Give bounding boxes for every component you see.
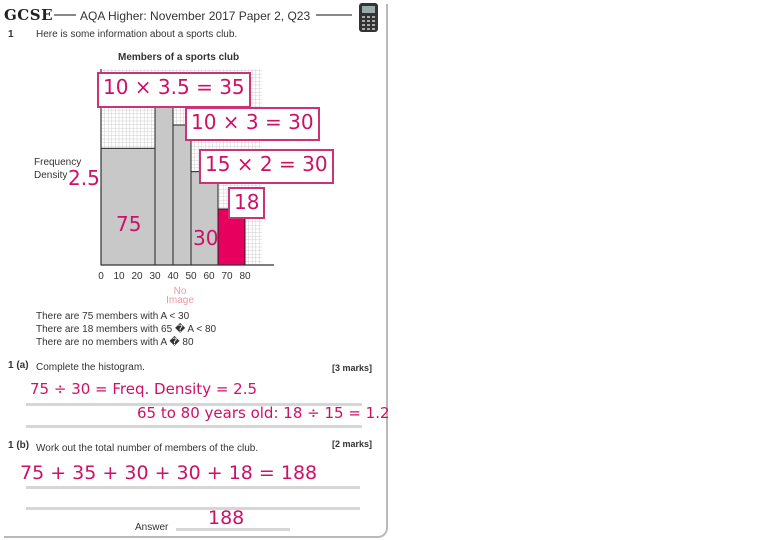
- histogram-bar-3: [191, 172, 218, 265]
- part-b-label: 1 (b): [8, 440, 30, 451]
- part-a-label: 1 (a): [8, 360, 29, 371]
- chart-ticks: [98, 271, 251, 282]
- question-number: 1: [8, 29, 14, 40]
- histogram-bar-2: [173, 125, 191, 265]
- no-image-text-line2: Image: [166, 295, 194, 306]
- info-line-2: There are 18 members with 65 � A < 80: [36, 324, 217, 335]
- y-axis-label-line1: Frequency: [34, 157, 82, 168]
- annotation-box-15x2: 15 × 2 = 30: [199, 149, 334, 184]
- x-tick-label: 20: [131, 271, 143, 282]
- annotation-box-10x3: 10 × 3 = 30: [185, 107, 320, 141]
- question-intro: Here is some information about a sports club.: [36, 29, 238, 40]
- part-b-instruction: Work out the total number of members of the club.: [36, 443, 259, 454]
- no-image-placeholder: [150, 287, 210, 305]
- answer-label: Answer: [135, 522, 169, 533]
- annotation-box-10x3.5: 10 × 3.5 = 35: [97, 72, 251, 108]
- part-a-working-1: 75 ÷ 30 = Freq. Density = 2.5: [30, 380, 258, 398]
- chart-title: Members of a sports club: [118, 52, 240, 63]
- info-line-1: There are 75 members with A < 30: [36, 311, 190, 322]
- bar-label-30: 30: [193, 226, 219, 250]
- part-a-instruction: Complete the histogram.: [36, 362, 145, 373]
- x-tick-label: 60: [203, 271, 215, 282]
- bar-label-75: 75: [116, 212, 142, 236]
- freq-density-annotation: 2.5: [68, 166, 100, 190]
- answer-line: [26, 486, 360, 489]
- part-a-marks: [3 marks]: [332, 363, 373, 373]
- part-b-marks: [2 marks]: [332, 439, 373, 449]
- x-tick-label: 80: [239, 271, 251, 282]
- no-image-text-line1: No: [173, 286, 187, 297]
- x-tick-label: 10: [113, 271, 125, 282]
- y-axis-label-line2: Density: [34, 170, 68, 181]
- final-answer: 188: [208, 507, 245, 529]
- gcse-logo: GCSE: [4, 6, 54, 24]
- x-tick-label: 40: [167, 271, 179, 282]
- x-tick-label: 30: [149, 271, 161, 282]
- annotation-box-18: 18: [228, 187, 265, 219]
- part-a-working-2: 65 to 80 years old: 18 ÷ 15 = 1.2: [137, 404, 390, 422]
- page-title: AQA Higher: November 2017 Paper 2, Q23: [80, 9, 311, 23]
- histogram-bar-0: [101, 148, 155, 265]
- histogram-bar-1: [155, 102, 173, 265]
- x-tick-label: 50: [185, 271, 197, 282]
- answer-line: [26, 507, 360, 510]
- x-tick-label: 70: [221, 271, 233, 282]
- info-line-3: There are no members with A � 80: [36, 337, 194, 348]
- answer-line: [26, 425, 362, 428]
- x-tick-label: 0: [98, 271, 104, 282]
- part-b-working: 75 + 35 + 30 + 30 + 18 = 188: [20, 462, 318, 484]
